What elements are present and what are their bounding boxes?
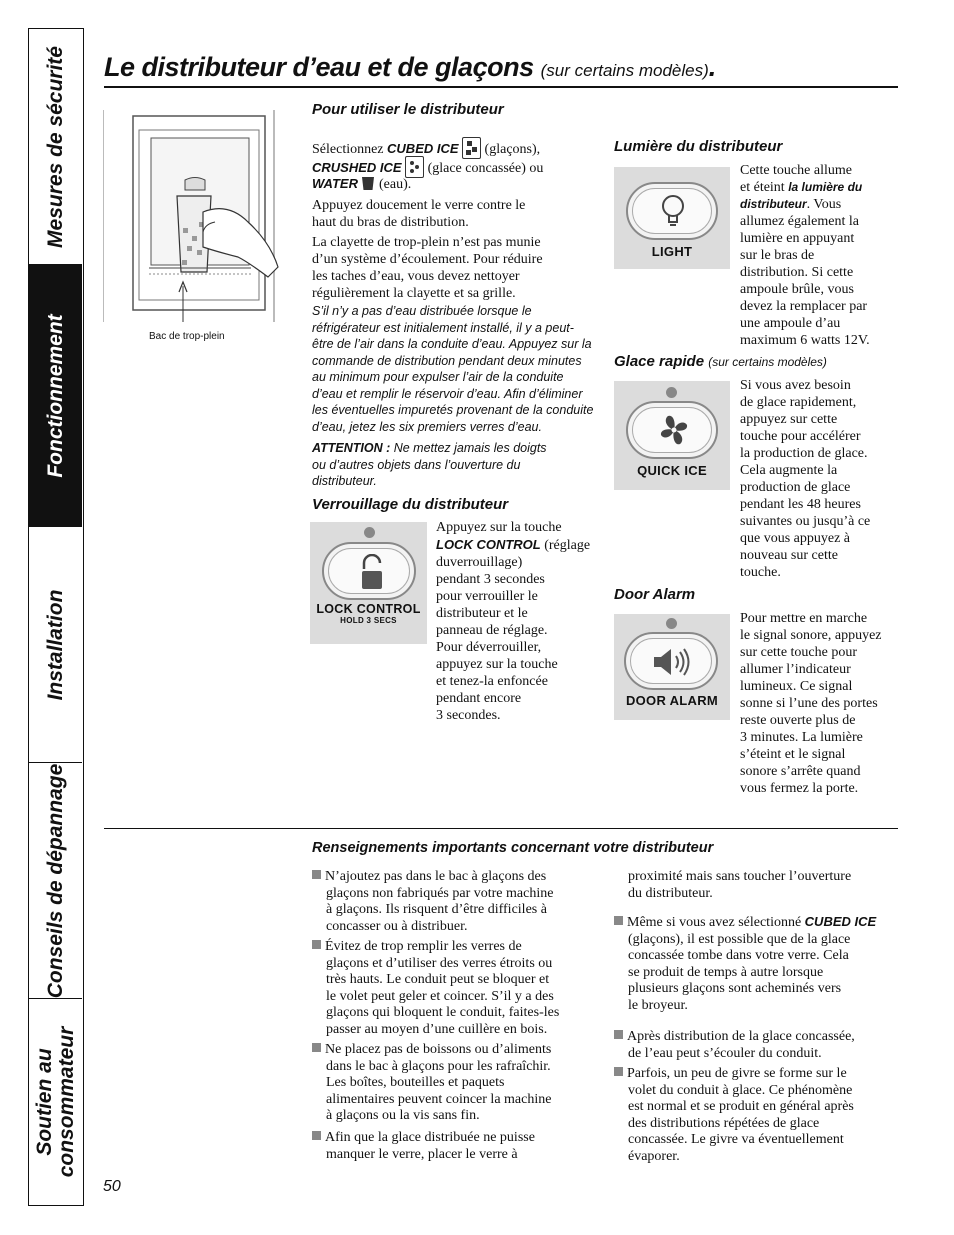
cubed-ice-desc: (glaçons),	[484, 142, 541, 157]
quick-ice-button[interactable]	[626, 401, 718, 459]
crushed-ice-label: CRUSHED ICE	[312, 160, 402, 175]
text-line: pour verrouiller le	[436, 589, 538, 604]
text-line: évaporer.	[628, 1148, 680, 1164]
text-line: suivantes ou jusqu’à ce	[740, 514, 871, 529]
text-line: glaçons et d’utiliser des verres étroits ou	[326, 955, 553, 971]
dispenser-illustration	[103, 110, 290, 322]
text-line: glaçons non fabriqués par votre machine	[326, 885, 554, 901]
text-line: touche.	[740, 565, 781, 580]
tab-label: Installation	[43, 589, 67, 700]
use-paragraph-1	[312, 197, 602, 231]
info-bullet	[614, 1066, 904, 1165]
info-bullet	[614, 914, 904, 1014]
text-line: touche pour accélérer	[740, 429, 861, 444]
use-select-line3	[312, 175, 602, 193]
info-bullet	[312, 1130, 602, 1163]
light-button[interactable]	[626, 182, 718, 240]
text-line: les éventuelles impuretés provenant de la conduite	[312, 403, 594, 417]
quick-ice-title: Glace rapide	[614, 353, 705, 370]
text-line: à glaçons ou la vis sans fin.	[326, 1108, 480, 1123]
light-bulb-icon	[660, 193, 686, 231]
quick-ice-heading	[614, 353, 827, 370]
text-line: distributeur.	[312, 474, 377, 488]
dispenser-drawing	[103, 110, 290, 322]
text-line: et tenez-la enfoncée	[436, 674, 548, 689]
tab-label-line2: consommateur	[54, 1026, 78, 1177]
attention-label: ATTENTION :	[312, 441, 391, 455]
text-line: vous fermez la porte.	[740, 781, 859, 796]
light-button-label: LIGHT	[651, 244, 693, 259]
text-line: le signal sonore, appuyez	[740, 628, 882, 643]
text-line: d’eau et remplir le réservoir d’eau. Afin d’éliminer	[312, 386, 583, 401]
text-line: réfrigérateur est initialement installé, il y a peut-	[312, 320, 574, 335]
page-title	[104, 52, 716, 83]
text-line: concassée. Le givre va éventuellement	[628, 1132, 844, 1147]
text-line: que vous appuyez à	[740, 531, 851, 546]
bullet-square	[312, 870, 321, 879]
text-line: de glace rapidement,	[740, 395, 857, 410]
text-line: la production de glace.	[740, 446, 868, 461]
text-line: du distributeur.	[628, 885, 713, 901]
light-panel	[614, 167, 730, 269]
water-label: WATER	[312, 176, 358, 191]
quick-ice-panel	[614, 381, 730, 490]
text-line: duverrouillage)	[436, 555, 523, 570]
text-line: Parfois, un peu de givre se forme sur le	[627, 1066, 847, 1081]
water-glyph	[361, 175, 375, 191]
text-line: au minimum pour expulser l’air de la conduite	[312, 370, 564, 384]
text-line: appuyez sur la touche	[436, 657, 558, 672]
tab-label: Conseils de dépannage	[43, 763, 67, 998]
info-bullet	[312, 939, 602, 1038]
text-line: S’il n’y a pas d’eau distribuée lorsque le	[312, 304, 532, 318]
tab-fonctionnement[interactable]	[29, 265, 82, 527]
info-bullet	[614, 1029, 904, 1062]
crushed-ice-glyph	[406, 157, 423, 177]
title-subtitle: (sur certains modèles)	[540, 61, 709, 80]
text-line: volet du conduit à glace. Ce phénomène	[628, 1082, 853, 1098]
text-line: appuyez sur cette	[740, 412, 838, 427]
tab-label	[34, 1026, 78, 1177]
text-line: des distributions répétées de glace	[628, 1115, 820, 1131]
text-line: Ne placez pas de boissons ou d’aliments	[325, 1042, 552, 1057]
light-heading: Lumière du distributeur	[614, 138, 783, 155]
text-line: pendant les 48 heures	[740, 497, 861, 512]
lock-control-button[interactable]	[322, 542, 416, 600]
padlock-icon	[358, 554, 386, 592]
info-heading: Renseignements importants concernant votre distributeur	[312, 840, 714, 856]
text-line: N’ajoutez pas dans le bac à glaçons des	[325, 869, 547, 884]
fan-icon	[657, 412, 691, 448]
text-line: Appuyez doucement le verre contre le	[312, 198, 526, 213]
cubed-ice-label: CUBED ICE	[387, 141, 459, 156]
text-line: passer au moyen d’une cuillère en bois.	[326, 1021, 548, 1037]
tab-soutien-au-consommateur[interactable]	[29, 999, 82, 1204]
light-description	[740, 162, 900, 349]
text-line: (réglage	[544, 538, 591, 553]
text-line: allumez également la	[740, 214, 859, 229]
text-line: pendant 3 secondes	[436, 572, 545, 587]
lock-control-em: LOCK CONTROL	[436, 537, 541, 552]
lock-control-panel	[310, 522, 427, 644]
tab-label: Fonctionnement	[43, 313, 67, 478]
bullet-square	[312, 1043, 321, 1052]
text-line: (glaçons), il est possible que de la glace	[628, 931, 851, 947]
cubed-ice-em: CUBED ICE	[804, 914, 877, 929]
text-line: haut du bras de distribution.	[312, 215, 469, 230]
text-line: et éteint	[740, 180, 785, 195]
text-line: devez la remplacer par	[740, 299, 868, 314]
text-line: Cela augmente la	[740, 463, 838, 478]
speaker-icon	[652, 646, 692, 678]
tab-label-line1: Soutien au	[32, 1047, 56, 1156]
title-main: Le distributeur d’eau et de glaçons	[104, 52, 534, 82]
text-line: nouveau sur cette	[740, 548, 838, 563]
text-line: s’éteint et le signal	[740, 747, 846, 762]
door-alarm-description	[740, 610, 900, 797]
attention-note	[312, 440, 604, 490]
door-alarm-button-label: DOOR ALARM	[625, 693, 719, 708]
tab-mesures-de-securite[interactable]	[29, 29, 82, 265]
text-line: est normal et se produit en général après	[628, 1099, 854, 1114]
text-line: reste ouverte plus de	[740, 713, 856, 728]
text-line: plusieurs glaçons sont acheminés vers	[628, 981, 842, 996]
text-line: maximum 6 watts 12V.	[740, 333, 870, 348]
tab-conseils-de-depannage[interactable]	[29, 763, 82, 999]
lock-heading: Verrouillage du distributeur	[312, 496, 509, 513]
text-line: sonne si l’une des portes	[740, 696, 878, 711]
quick-ice-button-label: QUICK ICE	[637, 463, 707, 478]
door-alarm-indicator-light	[666, 618, 677, 629]
text-line: sur cette touche pour	[740, 645, 858, 660]
text-line: lumière en appuyant	[740, 231, 855, 246]
text-line: Ne mettez jamais les doigts	[393, 441, 547, 455]
bullet-square	[614, 916, 623, 925]
use-note	[312, 303, 604, 435]
door-alarm-panel	[614, 614, 730, 720]
quick-ice-note: (sur certains modèles)	[708, 355, 827, 369]
text-line: manquer le verre, placer le verre à	[326, 1146, 518, 1162]
title-rule	[104, 86, 898, 88]
text-line: sonore s’arrête quand	[740, 764, 861, 779]
bullet-square	[312, 1131, 321, 1140]
text-line: très hauts. Le conduit peut se bloquer et	[326, 972, 550, 987]
text-line: d’eau, jetez les six premiers verres d’eau.	[312, 419, 542, 434]
text-line: les taches d’eau, vous devez nettoyer	[312, 269, 520, 284]
tab-installation[interactable]	[29, 527, 82, 763]
bullet-square	[614, 1030, 623, 1039]
quick-ice-indicator-light	[666, 387, 677, 398]
text-line: allumer l’indicateur	[740, 662, 851, 677]
text-line: le broyeur.	[628, 997, 688, 1013]
text-line: production de glace	[740, 480, 851, 495]
text-line: Même si vous avez sélectionné	[627, 915, 802, 930]
light-em: distributeur	[740, 197, 807, 211]
text-line: lumineux. Ce signal	[740, 679, 853, 694]
info-bullet-continued	[614, 869, 904, 902]
text-line: se produit de temps à autre lorsque	[628, 964, 824, 980]
text-line: ou d’autres objets dans l’ouverture du	[312, 457, 521, 472]
tab-label: Mesures de sécurité	[43, 45, 67, 248]
text-line: ampoule brûle, vous	[740, 282, 854, 297]
text-line: Les boîtes, bouteilles et paquets	[326, 1075, 505, 1090]
select-prefix: Sélectionnez	[312, 142, 384, 157]
text-line: distributeur et le	[436, 606, 528, 621]
text-line: commande de distribution pendant deux minutes	[312, 353, 582, 368]
lock-indicator-light	[364, 527, 375, 538]
text-line: d’un système d’écoulement. Pour réduire	[312, 252, 543, 267]
side-navigation	[28, 28, 84, 1206]
use-paragraph-2	[312, 234, 602, 302]
lock-description	[436, 519, 598, 724]
text-line: Pour déverrouiller,	[436, 640, 542, 655]
text-line: dans le bac à glaçons pour les rafraîchir.	[326, 1058, 551, 1074]
text-line: distribution. Si cette	[740, 265, 854, 280]
info-bullet	[312, 1042, 602, 1125]
text-line: pendant encore	[436, 691, 522, 706]
text-line: La clayette de trop-plein n’est pas munie	[312, 235, 541, 250]
text-line: 3 secondes.	[436, 708, 501, 723]
cubed-ice-glyph	[463, 138, 480, 158]
figure-caption: Bac de trop-plein	[149, 331, 225, 342]
water-desc: (eau).	[378, 177, 412, 192]
text-line: le volet peut geler et coincer. S’il y a des	[326, 988, 554, 1004]
text-line: 3 minutes. La lumière	[740, 730, 863, 745]
text-line: Pour mettre en marche	[740, 611, 868, 626]
text-line: à glaçons. Ils risquent d’être difficiles à	[326, 902, 547, 917]
text-line: de l’eau peut s’écouler du conduit.	[628, 1045, 822, 1061]
lock-button-sublabel: HOLD 3 SECS	[340, 616, 397, 625]
text-line: Appuyez sur la touche	[436, 520, 562, 535]
text-line: Évitez de trop remplir les verres de	[325, 939, 522, 954]
lock-button-label: LOCK CONTROL	[316, 602, 421, 616]
bullet-square	[614, 1067, 623, 1076]
light-em: la lumière du	[788, 180, 863, 194]
use-heading: Pour utiliser le distributeur	[312, 101, 504, 118]
text-line: Afin que la glace distribuée ne puisse	[325, 1130, 535, 1145]
text-line: Cette touche allume	[740, 163, 852, 178]
bullet-square	[312, 940, 321, 949]
text-line: Après distribution de la glace concassée,	[627, 1029, 855, 1044]
text-line: une ampoule d’au	[740, 316, 841, 331]
info-bullet	[312, 869, 602, 935]
text-line: être de l’air dans la conduite d’eau. Appuyez sur la	[312, 337, 592, 351]
text-line: alimentaires peuvent coincer la machine	[326, 1091, 552, 1107]
text-line: sur le bras de	[740, 248, 815, 263]
text-line: concassée tombe dans votre verre. Cela	[628, 948, 849, 963]
door-alarm-button[interactable]	[624, 632, 718, 690]
crushed-ice-desc: (glace concassée) ou	[427, 161, 544, 176]
section-divider	[104, 828, 898, 829]
title-period: .	[708, 52, 716, 82]
door-alarm-heading: Door Alarm	[614, 586, 696, 603]
page-number: 50	[103, 1178, 121, 1195]
text-line: . Vous	[806, 197, 842, 212]
text-line: panneau de réglage.	[436, 623, 548, 638]
quick-ice-description	[740, 377, 900, 581]
text-line: glaçons qui bloquent le conduit, faites-les	[326, 1005, 560, 1020]
text-line: concasser ou à distribuer.	[326, 918, 468, 934]
water-icon	[361, 175, 375, 191]
text-line: Si vous avez besoin	[740, 378, 851, 393]
text-line: proximité mais sans toucher l’ouverture	[628, 869, 852, 884]
text-line: régulièrement la clayette et sa grille.	[312, 286, 516, 301]
